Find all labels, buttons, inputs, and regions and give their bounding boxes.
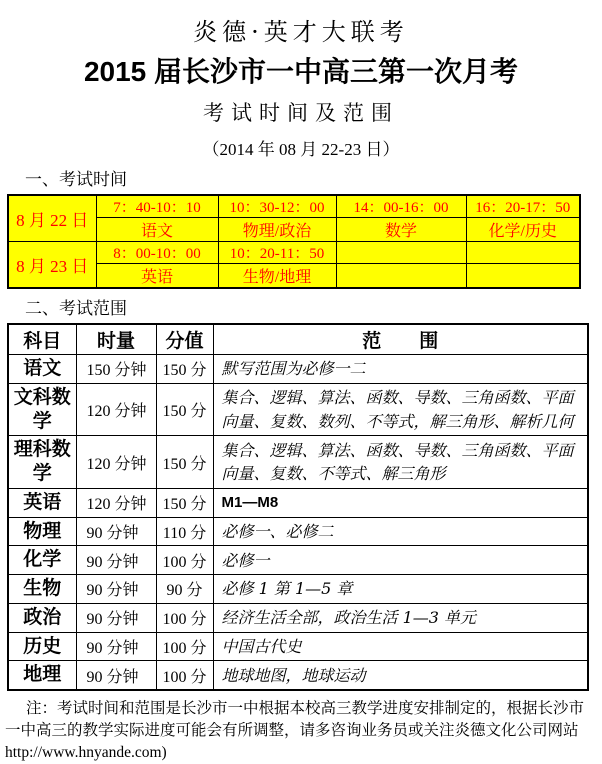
time-cell: 14：00-16：00 [336,195,466,218]
subject-cell: 数学 [336,218,466,242]
column-header-score: 分值 [156,324,213,355]
scope-cell: M1—M8 [213,488,588,517]
scope-cell: 地球地图，地球运动 [213,661,588,690]
duration-cell: 120 分钟 [76,488,156,517]
subject-cell: 物理 [8,517,76,546]
duration-cell: 120 分钟 [76,436,156,489]
document-header [0,12,602,160]
subject-cell: 理科数学 [8,436,76,489]
column-header-scope: 范 围 [213,324,588,355]
duration-cell: 150 分钟 [76,355,156,384]
scope-cell: 集合、逻辑、算法、函数、导数、三角函数、平面向量、复数、数列、不等式，解三角形、解析几何 [213,383,588,436]
time-cell [336,242,466,264]
subject-cell: 语文 [96,218,218,242]
subject-cell: 地理 [8,661,76,690]
column-header-subject: 科目 [8,324,76,355]
subject-cell [466,264,580,289]
scope-cell: 必修一、必修二 [213,517,588,546]
table-row [8,355,588,384]
subject-cell: 化学 [8,546,76,575]
score-cell: 150 分 [156,436,213,489]
score-cell: 100 分 [156,546,213,575]
subject-cell: 历史 [8,632,76,661]
subject-cell [336,264,466,289]
subject-cell: 化学/历史 [466,218,580,242]
scope-cell: 默写范围为必修一二 [213,355,588,384]
score-cell: 150 分 [156,355,213,384]
time-cell: 10：30-12：00 [218,195,336,218]
table-row [8,436,588,489]
section-1-heading: 一、考试时间 [25,170,127,189]
brand-title: 炎德·英才大联考 [193,18,409,46]
score-cell: 100 分 [156,603,213,632]
duration-cell: 90 分钟 [76,517,156,546]
subject-cell: 英语 [8,488,76,517]
table-row [8,488,588,517]
time-cell [466,242,580,264]
footer-note: 注：考试时间和范围是长沙市一中根据本校高三教学进度安排制定的，根据长沙市一中高三的教学实际进度可能会有所调整，请多咨询业务员或关注炎德文化公司网站http://www.hnyande.com) [5,700,585,761]
subject-cell: 政治 [8,603,76,632]
time-cell: 16：20-17：50 [466,195,580,218]
duration-cell: 90 分钟 [76,632,156,661]
score-cell: 110 分 [156,517,213,546]
document-subtitle: 考试时间及范围 [203,101,399,125]
section-2-heading: 二、考试范围 [25,299,127,318]
scope-cell: 必修 1 第 1—5 章 [213,575,588,604]
date-cell: 8 月 22 日 [8,195,96,242]
subject-cell: 英语 [96,264,218,289]
table-row [8,383,588,436]
subject-cell: 物理/政治 [218,218,336,242]
duration-cell: 90 分钟 [76,575,156,604]
score-cell: 150 分 [156,488,213,517]
date-cell: 8 月 23 日 [8,242,96,289]
table-row [8,242,580,264]
scope-cell: 中国古代史 [213,632,588,661]
subject-cell: 语文 [8,355,76,384]
duration-cell: 90 分钟 [76,661,156,690]
time-cell: 8：00-10：00 [96,242,218,264]
table-header-row [8,324,588,355]
exam-scope-table [7,323,589,691]
score-cell: 100 分 [156,632,213,661]
exam-title: 2015 届长沙市一中高三第一次月考 [83,56,519,87]
exam-schedule-table [7,194,581,289]
duration-cell: 90 分钟 [76,603,156,632]
subject-cell: 生物/地理 [218,264,336,289]
table-row [8,575,588,604]
score-cell: 90 分 [156,575,213,604]
table-row [8,661,588,690]
duration-cell: 120 分钟 [76,383,156,436]
table-row [8,632,588,661]
table-row [8,546,588,575]
time-cell: 10：20-11：50 [218,242,336,264]
scope-cell: 经济生活全部，政治生活 1—3 单元 [213,603,588,632]
scope-cell: 必修一 [213,546,588,575]
table-row [8,603,588,632]
scope-cell: 集合、逻辑、算法、函数、导数、三角函数、平面向量、复数、不等式、解三角形 [213,436,588,489]
table-row [8,517,588,546]
column-header-duration: 时量 [76,324,156,355]
exam-date-range: （2014 年 08 月 22-23 日） [202,140,400,159]
score-cell: 100 分 [156,661,213,690]
score-cell: 150 分 [156,383,213,436]
table-row [8,195,580,218]
time-cell: 7：40-10：10 [96,195,218,218]
duration-cell: 90 分钟 [76,546,156,575]
subject-cell: 文科数学 [8,383,76,436]
subject-cell: 生物 [8,575,76,604]
